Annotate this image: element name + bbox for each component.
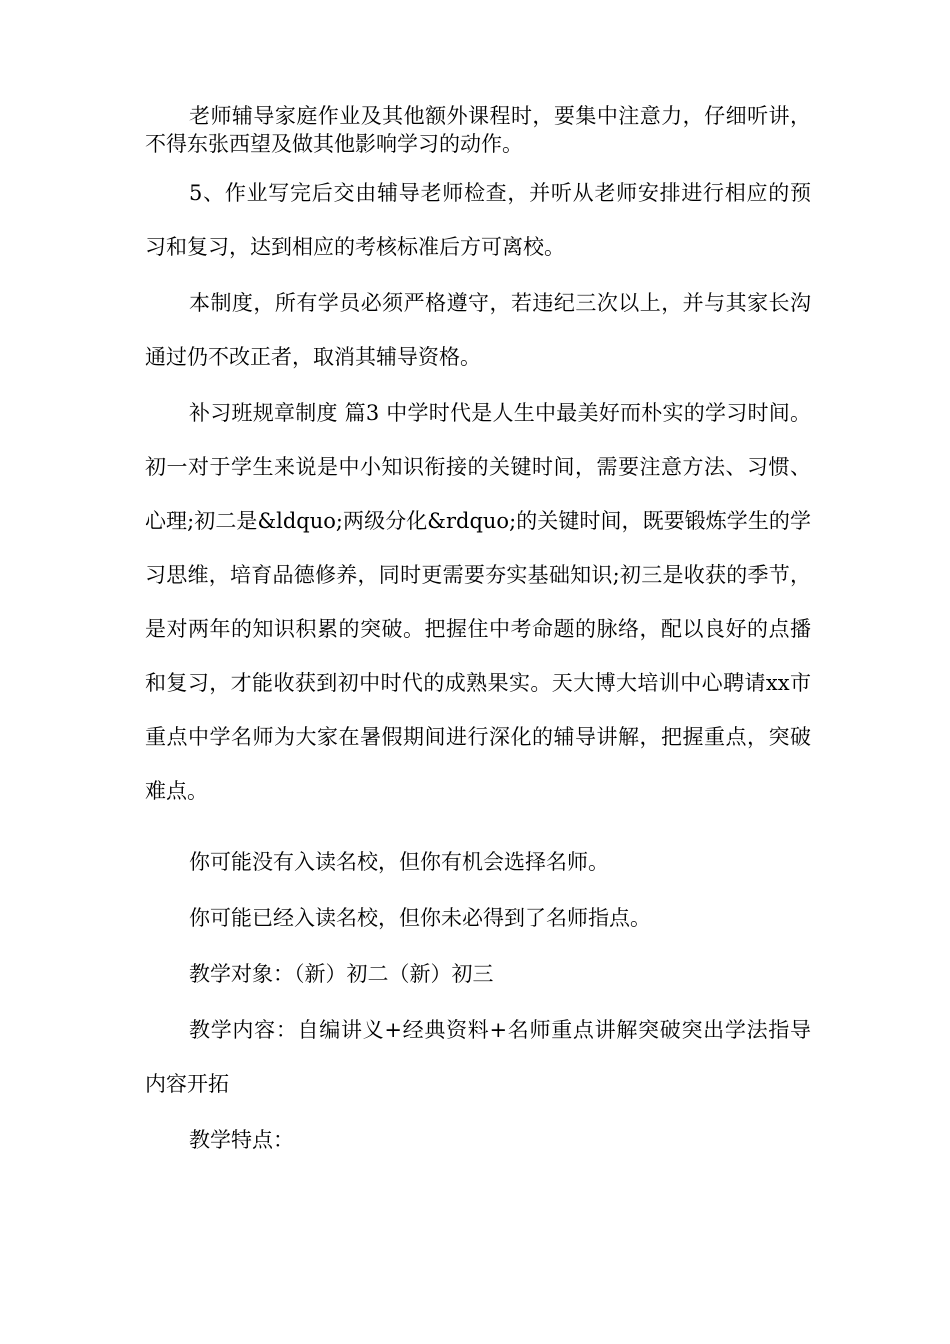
paragraph-4: 补习班规章制度 篇3 中学时代是人生中最美好而朴实的学习时间。初一对于学生来说是中小知识衔接的关键时间，需要注意方法、习惯、心理;初二是&ldquo;两级分化&rdquo;的关键时间，既要锻炼学生的学习思维，培育品德修养，同时更需要夯实基础知识;初三是收获的季节，是对两年的知识积累的突破。把握住中考命题的脉络，配以良好的点播和复习，才能收获到初中时代的成熟果实。天大博大培训中心聘请xx市重点中学名师为大家在暑假期间进行深化的辅导讲解，把握重点，突破难点。 xyxy=(145,401,811,803)
paragraph-7: 教学对象：（新）初二（新）初三 xyxy=(189,962,494,986)
paragraph-3: 本制度，所有学员必须严格遵守，若违纪三次以上，并与其家长沟通过仍不改正者，取消其辅导资格。 xyxy=(145,291,811,369)
paragraph-1: 老师辅导家庭作业及其他额外课程时，要集中注意力，仔细听讲，不得东张西望及做其他影响学习的动作。 xyxy=(145,104,811,156)
paragraph-5: 你可能没有入读名校，但你有机会选择名师。 xyxy=(189,850,609,874)
paragraph-2: 5、作业写完后交由辅导老师检查，并听从老师安排进行相应的预习和复习，达到相应的考核标准后方可离校。 xyxy=(145,181,811,259)
paragraph-6: 你可能已经入读名校，但你未必得到了名师指点。 xyxy=(189,906,651,930)
paragraph-9: 教学特点： xyxy=(189,1128,294,1152)
paragraph-8: 教学内容：自编讲义+经典资料+名师重点讲解突破突出学法指导内容开拓 xyxy=(145,1018,811,1096)
